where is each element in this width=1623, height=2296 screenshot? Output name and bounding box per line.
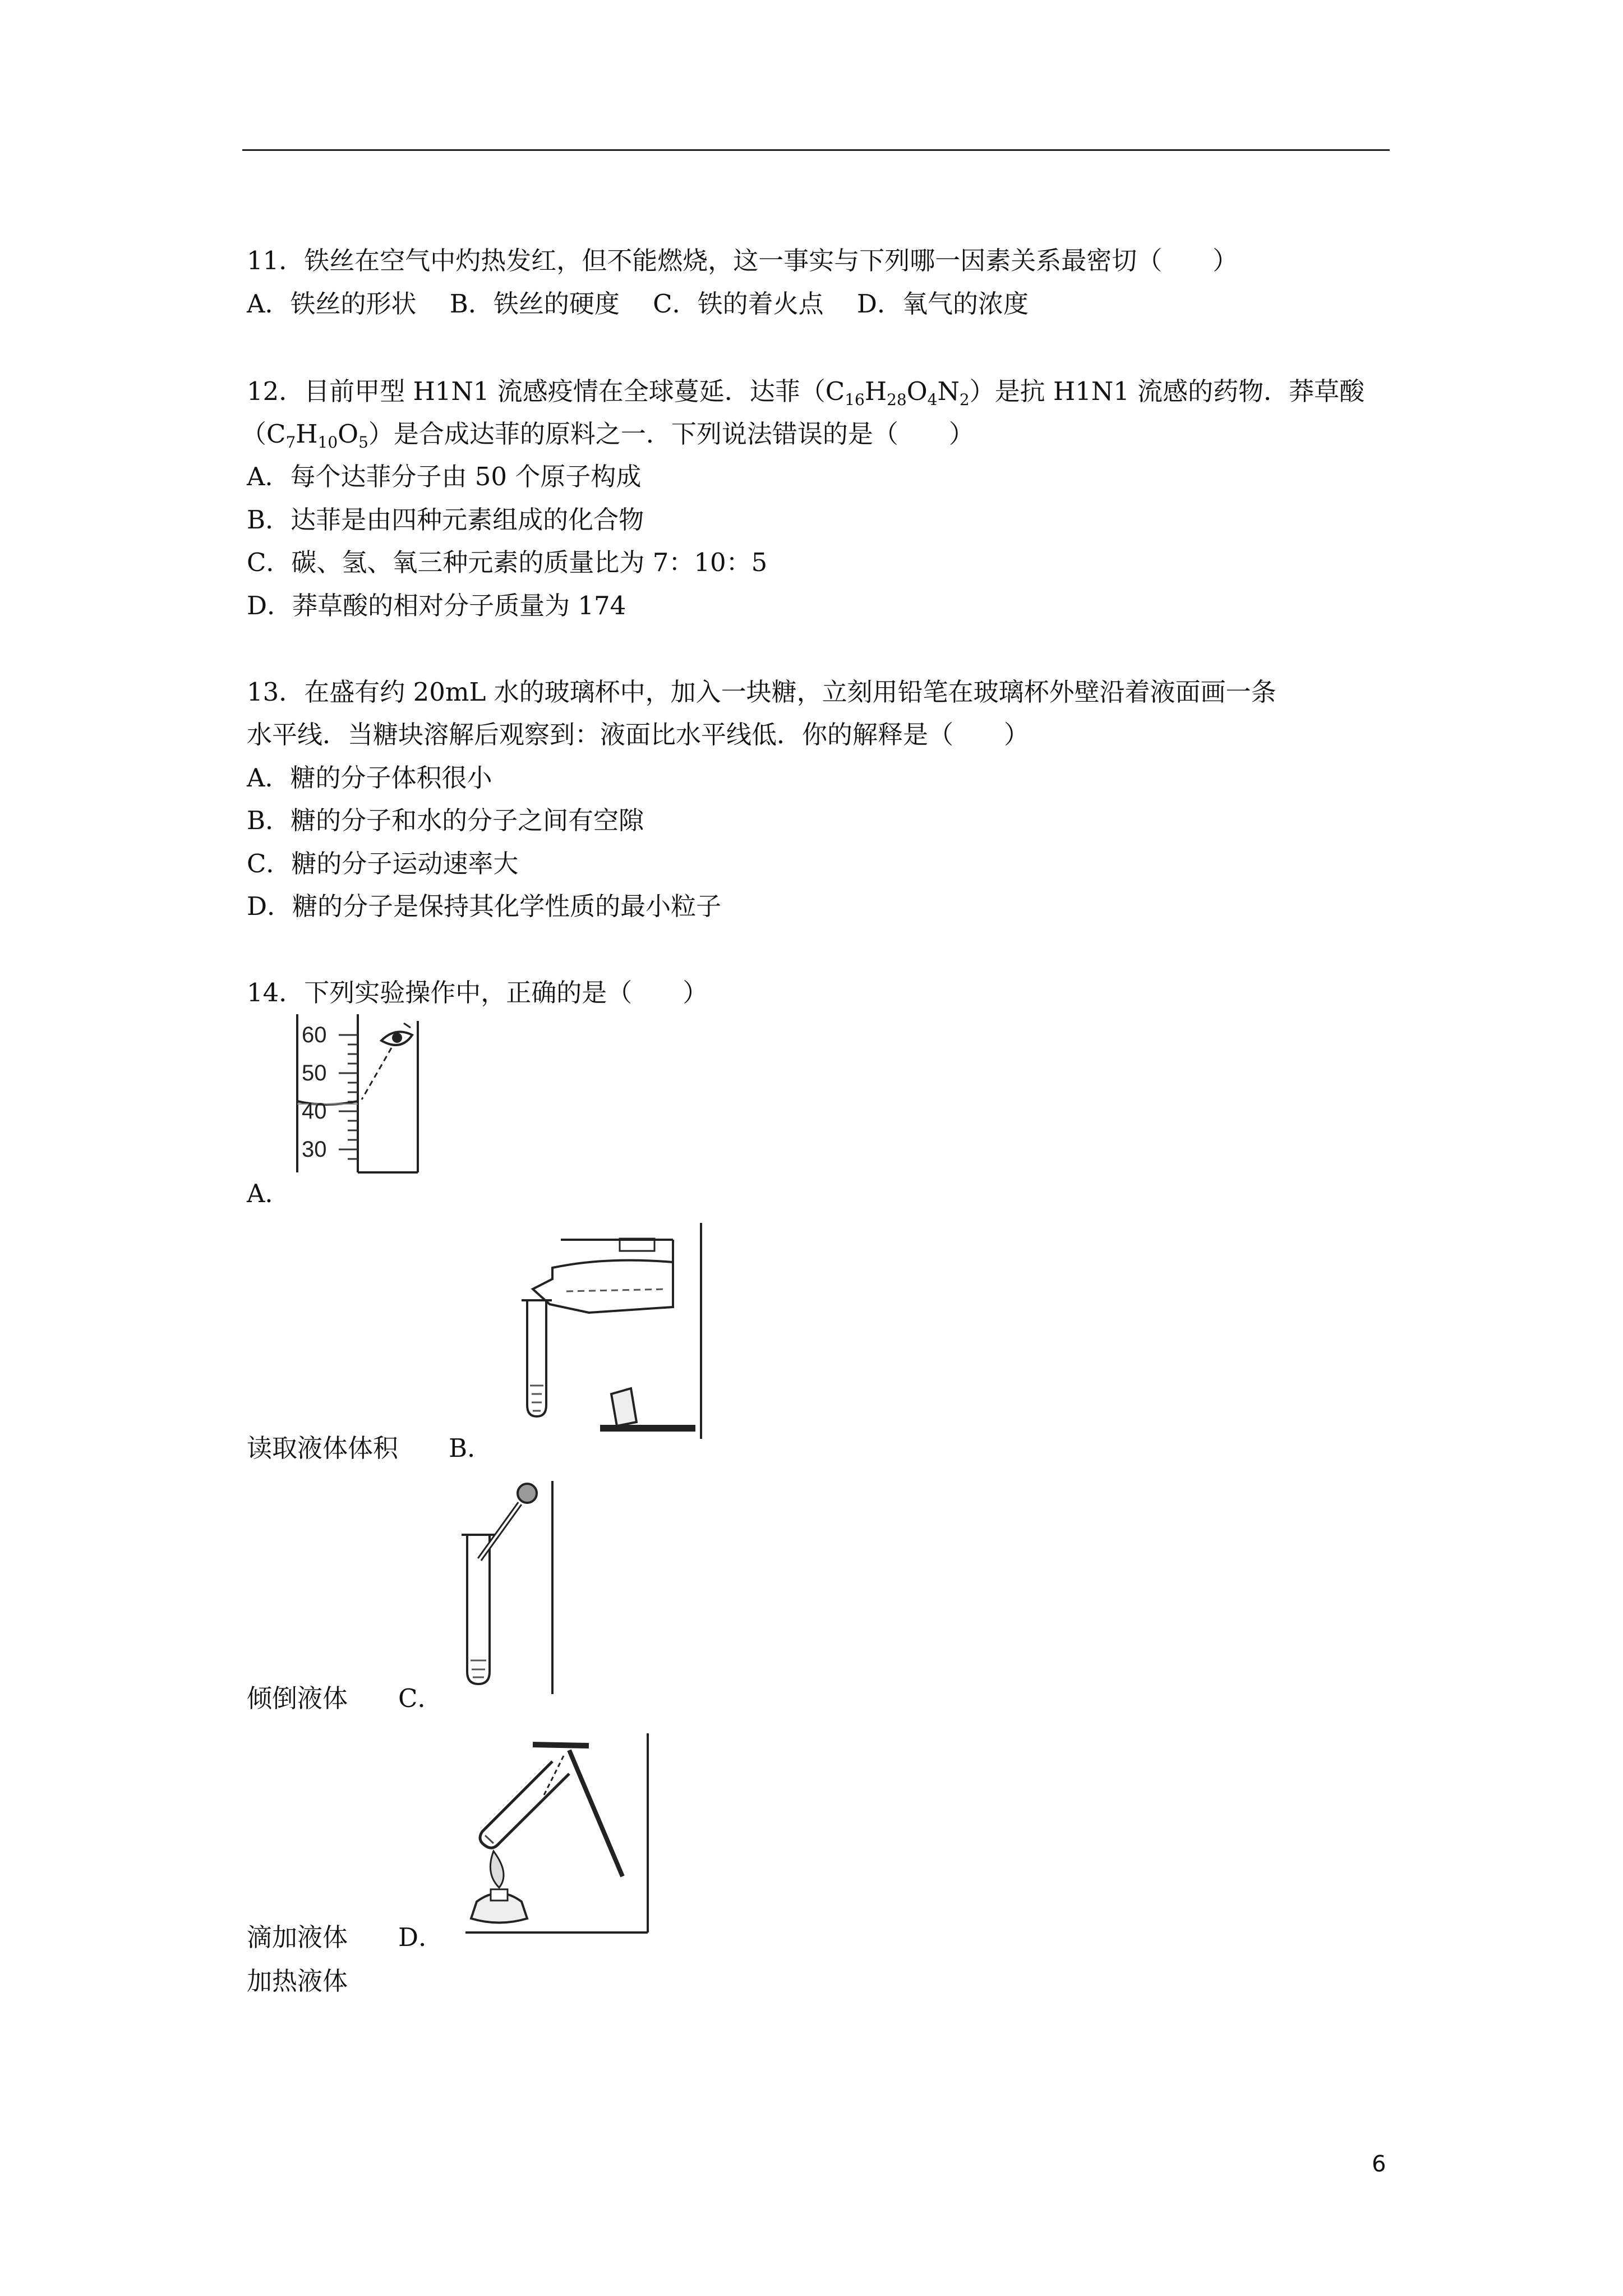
q14-option-a-label: A．	[247, 1179, 291, 1208]
figure-d-heating-test-tube	[460, 1733, 651, 1935]
q12-stem-line2: $(C_7H_{10}O_5)$是合成达菲的原料之一．下列说法错误的是（ ）	[241, 419, 974, 452]
figure-b-pouring-liquid	[505, 1223, 707, 1442]
q11-options: A．铁丝的形状 B．铁丝的硬度 C．铁的着火点 D．氧气的浓度	[247, 289, 1029, 319]
tick-label-60: 60	[302, 1023, 327, 1047]
q14-option-c-caption: 滴加液体 D．	[247, 1922, 444, 1952]
q14-stem: 14．下列实验操作中，正确的是（ ）	[247, 978, 708, 1007]
figure-a-graduated-cylinder	[292, 1010, 426, 1178]
q13-option-c: C．糖的分子运动速率大	[247, 849, 519, 878]
tick-label-40: 40	[302, 1099, 327, 1124]
q14-option-b-label: B．	[449, 1433, 493, 1463]
tick-label-50: 50	[302, 1061, 327, 1085]
header-rule	[242, 149, 1390, 151]
q12-option-b: B．达菲是由四种元素组成的化合物	[247, 505, 644, 535]
q14-option-d-label: D．	[398, 1922, 444, 1952]
page-number: 6	[1372, 2151, 1386, 2177]
q12-option-c: C．碳、氢、氧三种元素的质量比为 7：10：5	[247, 547, 768, 577]
q12-option-a: A．每个达菲分子由 50 个原子构成	[247, 462, 642, 491]
q14-option-b-caption: 倾倒液体 C．	[247, 1683, 443, 1713]
q12-option-d: D．莽草酸的相对分子质量为 174	[247, 591, 626, 620]
q14-option-c-label: C．	[398, 1683, 443, 1713]
figure-c-dropper	[457, 1481, 558, 1697]
tick-label-30: 30	[302, 1137, 327, 1162]
q13-option-b: B．糖的分子和水的分子之间有空隙	[247, 806, 644, 835]
q12-stem-line1: 12．目前甲型 H1N1 流感疫情在全球蔓延．达菲$(C_{16}H_{28}O_4N_2)$是抗 H1N1 流感的药物．莽草酸	[247, 376, 1365, 409]
q13-option-a: A．糖的分子体积很小	[247, 763, 492, 793]
q13-option-d: D．糖的分子是保持其化学性质的最小粒子	[247, 891, 722, 921]
q11-stem: 11．铁丝在空气中灼热发红，但不能燃烧，这一事实与下列哪一因素关系最密切（ ）	[247, 246, 1238, 275]
q14-option-d-caption: 加热液体	[247, 1966, 348, 1996]
q13-stem-line2: 水平线．当糖块溶解后观察到：液面比水平线低．你的解释是（ ）	[247, 720, 1030, 749]
q13-stem-line1: 13．在盛有约 20mL 水的玻璃杯中，加入一块糖，立刻用铅笔在玻璃杯外壁沿着液面画一条	[247, 677, 1276, 707]
eye-icon	[381, 1023, 412, 1045]
q14-option-a-caption: 读取液体体积 B．	[247, 1433, 493, 1463]
